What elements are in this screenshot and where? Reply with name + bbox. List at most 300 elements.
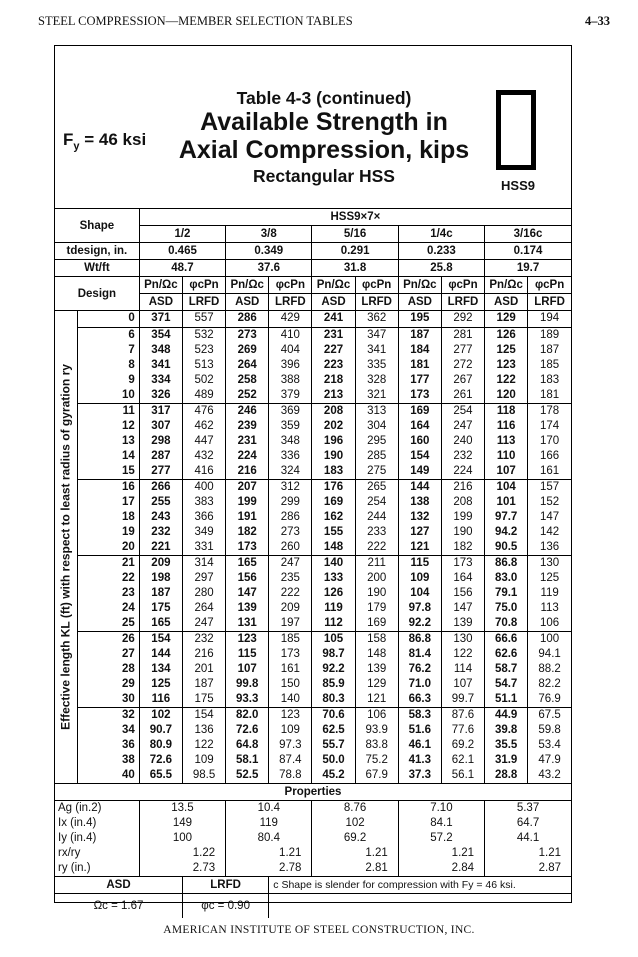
strength-value: 400	[194, 481, 214, 493]
strength-value: 122	[194, 739, 214, 751]
strength-value: 224	[237, 450, 257, 462]
strength-value: 247	[194, 617, 214, 629]
strength-value: 107	[496, 465, 516, 477]
kl-value: 16	[122, 481, 135, 493]
strength-value: 476	[194, 405, 214, 417]
strength-value: 388	[280, 374, 300, 386]
strength-value: 80.3	[322, 693, 345, 705]
kl-cell	[77, 311, 139, 328]
strength-value: 200	[367, 572, 387, 584]
strength-value: 149	[410, 465, 430, 477]
strength-value: 94.1	[538, 648, 561, 660]
data-group	[55, 480, 571, 556]
strength-value: 273	[237, 329, 257, 341]
strength-value: 99.8	[236, 678, 259, 690]
strength-value: 369	[280, 405, 300, 417]
strength-value: 199	[237, 496, 257, 508]
strength-value: 199	[453, 511, 473, 523]
strength-value: 70.6	[322, 709, 345, 721]
strength-symbol-cell: Pn/Ωc	[312, 277, 355, 294]
strength-value: 122	[496, 374, 516, 386]
tdesign-label: tdesign, in.	[55, 243, 139, 260]
strength-cell	[528, 311, 571, 328]
tdesign-cell: 0.174	[485, 243, 571, 260]
method-cell: LRFD	[182, 294, 225, 311]
strength-value: 51.6	[408, 724, 432, 736]
table-body	[55, 209, 571, 919]
property-value: 1.21	[538, 847, 561, 859]
strength-value: 154	[194, 709, 214, 721]
strength-value: 277	[151, 465, 171, 477]
kl-value: 8	[128, 359, 135, 371]
strength-value: 208	[323, 405, 344, 417]
strength-cell	[226, 311, 269, 328]
table-title: Available Strength in Axial Compression, kips	[178, 108, 470, 164]
property-value: 10.4	[257, 802, 280, 814]
strength-value: 190	[323, 450, 344, 462]
strength-cell	[269, 328, 312, 404]
strength-value: 194	[540, 312, 560, 324]
strength-value: 125	[496, 344, 516, 356]
strength-value: 116	[496, 420, 516, 432]
data-group	[55, 328, 571, 404]
strength-value: 195	[410, 312, 430, 324]
strength-value: 123	[280, 709, 300, 721]
strength-value: 107	[453, 678, 473, 690]
strength-value: 127	[410, 526, 430, 538]
strength-value: 277	[453, 344, 473, 356]
strength-value: 216	[453, 481, 473, 493]
strength-value: 92.2	[322, 663, 345, 675]
strength-cell	[398, 328, 441, 404]
weight-cell: 48.7	[139, 260, 225, 277]
strength-value: 97.8	[408, 602, 432, 614]
strength-value: 44.9	[494, 709, 518, 721]
strength-value: 110	[496, 450, 516, 462]
strength-cell	[528, 404, 571, 480]
phi-factor: φc = 0.90	[182, 894, 268, 919]
strength-value: 77.6	[451, 724, 475, 736]
strength-value: 47.9	[538, 754, 561, 766]
section-designation: HSS9×7×	[139, 209, 571, 226]
strength-cell	[139, 480, 182, 556]
property-label: Iy (in.4)	[58, 832, 97, 844]
section-row	[55, 209, 571, 226]
strength-value: 326	[151, 389, 171, 401]
strength-value: 121	[410, 541, 430, 553]
strength-value: 321	[367, 389, 387, 401]
strength-value: 175	[194, 693, 214, 705]
strength-value: 62.6	[494, 648, 518, 660]
strength-value: 41.3	[408, 754, 432, 766]
yield-stress: $F_y = 46$ ksi	[63, 130, 147, 153]
lrfd-label: LRFD	[182, 877, 268, 894]
strength-symbol-cell: φcPn	[355, 277, 398, 294]
kl-value: 25	[122, 617, 135, 629]
kl-value: 21	[122, 557, 135, 569]
strength-value: 532	[194, 329, 214, 341]
strength-value: 37.3	[408, 769, 432, 781]
strength-value: 183	[540, 374, 560, 386]
strength-value: 232	[151, 526, 171, 538]
strength-symbol-cell: Pn/Ωc	[226, 277, 269, 294]
strength-value: 196	[323, 435, 344, 447]
strength-value: 126	[496, 329, 516, 341]
data-group	[55, 404, 571, 480]
strength-value: 233	[367, 526, 387, 538]
strength-value: 304	[367, 420, 387, 432]
strength-value: 307	[151, 420, 171, 432]
strength-value: 207	[237, 481, 257, 493]
property-value: 2.73	[192, 862, 216, 874]
strength-value: 231	[323, 329, 344, 341]
property-value: 149	[172, 817, 193, 829]
strength-value: 156	[237, 572, 257, 584]
strength-value: 102	[151, 709, 171, 721]
strength-value: 76.9	[538, 693, 561, 705]
strength-value: 139	[237, 602, 257, 614]
strength-value: 56.1	[451, 769, 475, 781]
strength-cell	[485, 708, 528, 784]
strength-value: 187	[540, 344, 560, 356]
kl-value: 11	[122, 405, 135, 417]
page-number: 4–33	[585, 14, 610, 28]
strength-value: 177	[410, 374, 430, 386]
strength-cell	[139, 311, 182, 328]
factor-row	[55, 894, 571, 919]
hss-label: HSS9	[501, 178, 535, 193]
strength-cell	[182, 632, 225, 708]
strength-value: 264	[237, 359, 257, 371]
thickness-cell: 3/8	[226, 226, 312, 243]
property-values	[139, 801, 225, 877]
strength-value: 31.9	[494, 754, 518, 766]
strength-value: 83.0	[494, 572, 518, 584]
strength-table	[55, 208, 571, 918]
strength-value: 139	[453, 617, 473, 629]
strength-value: 97.7	[494, 511, 518, 523]
strength-symbol-cell: φcPn	[182, 277, 225, 294]
strength-value: 169	[367, 617, 387, 629]
strength-cell	[226, 708, 269, 784]
kl-value: 40	[122, 769, 135, 781]
property-label: Ag (in.2)	[58, 802, 102, 814]
strength-value: 54.7	[494, 678, 518, 690]
strength-value: 247	[453, 420, 473, 432]
property-value: 119	[259, 817, 278, 829]
kl-value: 17	[122, 496, 135, 508]
strength-value: 78.8	[279, 769, 302, 781]
property-value: 2.81	[365, 862, 388, 874]
strength-value: 113	[496, 435, 516, 447]
strength-value: 258	[237, 374, 257, 386]
strength-value: 197	[280, 617, 300, 629]
strength-value: 126	[323, 587, 344, 599]
method-cell: LRFD	[355, 294, 398, 311]
strength-value: 243	[151, 511, 171, 523]
strength-value: 173	[280, 648, 300, 660]
strength-cell	[398, 311, 441, 328]
strength-value: 140	[323, 557, 344, 569]
strength-value: 208	[453, 496, 473, 508]
strength-value: 557	[194, 312, 214, 324]
strength-cell	[312, 328, 355, 404]
property-value: 1.21	[279, 847, 302, 859]
strength-value: 179	[367, 602, 387, 614]
strength-cell	[398, 708, 441, 784]
strength-value: 156	[453, 587, 473, 599]
thickness-cell: 1/4c	[398, 226, 484, 243]
strength-value: 147	[453, 602, 473, 614]
strength-value: 223	[323, 359, 344, 371]
strength-value: 280	[194, 587, 214, 599]
strength-value: 383	[194, 496, 214, 508]
property-values	[398, 801, 484, 877]
strength-value: 252	[237, 389, 257, 401]
strength-value: 181	[410, 359, 430, 371]
strength-value: 86.8	[408, 633, 432, 645]
strength-value: 46.1	[408, 739, 432, 751]
strength-value: 115	[410, 557, 430, 569]
data-group	[55, 632, 571, 708]
shape-label: Shape	[55, 209, 139, 243]
strength-cell	[398, 556, 441, 632]
weight-cell: 19.7	[485, 260, 571, 277]
strength-cell	[441, 632, 484, 708]
strength-value: 45.2	[322, 769, 345, 781]
strength-value: 104	[496, 481, 516, 493]
property-label: rx/ry	[58, 847, 81, 859]
asd-label: ASD	[55, 877, 182, 894]
strength-value: 52.5	[236, 769, 259, 781]
strength-value: 185	[540, 359, 560, 371]
strength-value: 183	[323, 465, 344, 477]
strength-value: 178	[540, 405, 560, 417]
property-value: 13.5	[171, 802, 194, 814]
tdesign-cell: 0.291	[312, 243, 398, 260]
property-value: 8.76	[343, 802, 367, 814]
strength-value: 39.8	[494, 724, 518, 736]
property-value: 69.2	[343, 832, 367, 844]
strength-value: 173	[237, 541, 257, 553]
strength-value: 88.2	[538, 663, 561, 675]
property-value: 7.10	[430, 802, 453, 814]
strength-cell	[182, 404, 225, 480]
strength-value: 64.8	[236, 739, 259, 751]
strength-value: 176	[323, 481, 344, 493]
strength-value: 348	[151, 344, 171, 356]
strength-value: 160	[410, 435, 430, 447]
strength-value: 139	[367, 663, 387, 675]
strength-cell	[528, 480, 571, 556]
strength-cell	[441, 404, 484, 480]
strength-value: 222	[280, 587, 300, 599]
strength-cell	[269, 311, 312, 328]
strength-cell	[355, 328, 398, 404]
strength-value: 348	[280, 435, 300, 447]
strength-cell	[269, 556, 312, 632]
strength-value: 148	[323, 541, 344, 553]
strength-value: 298	[151, 435, 171, 447]
kl-value: 24	[122, 602, 135, 614]
data-group	[55, 311, 571, 328]
strength-value: 254	[453, 405, 473, 417]
strength-value: 317	[151, 405, 171, 417]
strength-value: 136	[540, 541, 560, 553]
strength-value: 158	[367, 633, 387, 645]
strength-value: 109	[194, 754, 214, 766]
strength-value: 35.5	[494, 739, 518, 751]
strength-value: 98.7	[322, 648, 345, 660]
kl-value: 36	[122, 739, 135, 751]
kl-cell	[77, 556, 139, 632]
strength-cell	[269, 480, 312, 556]
kl-value: 28	[122, 663, 135, 675]
property-value: 1.21	[365, 847, 388, 859]
strength-symbol-cell: φcPn	[441, 277, 484, 294]
strength-value: 101	[496, 496, 516, 508]
method-cell: ASD	[226, 294, 269, 311]
strength-value: 147	[540, 511, 560, 523]
strength-value: 170	[540, 435, 560, 447]
strength-value: 85.9	[322, 678, 345, 690]
strength-value: 404	[280, 344, 300, 356]
strength-cell	[139, 404, 182, 480]
strength-value: 93.3	[236, 693, 259, 705]
strength-value: 396	[280, 359, 300, 371]
kl-value: 27	[122, 648, 135, 660]
strength-value: 182	[453, 541, 473, 553]
property-values	[485, 801, 571, 877]
strength-value: 190	[453, 526, 473, 538]
strength-value: 119	[540, 587, 559, 599]
strength-value: 174	[540, 420, 560, 432]
strength-value: 162	[323, 511, 344, 523]
strength-value: 371	[151, 312, 171, 324]
strength-value: 523	[194, 344, 214, 356]
strength-value: 209	[151, 557, 171, 569]
strength-value: 72.6	[236, 724, 259, 736]
strength-value: 295	[367, 435, 387, 447]
strength-value: 324	[280, 465, 300, 477]
strength-value: 416	[194, 465, 214, 477]
strength-value: 169	[323, 496, 344, 508]
strength-value: 175	[151, 602, 171, 614]
strength-value: 336	[280, 450, 300, 462]
strength-value: 106	[367, 709, 387, 721]
strength-cell	[528, 632, 571, 708]
strength-cell	[528, 708, 571, 784]
strength-value: 131	[237, 617, 257, 629]
strength-value: 244	[367, 511, 387, 523]
strength-value: 202	[323, 420, 344, 432]
strength-value: 232	[194, 633, 214, 645]
strength-cell	[182, 311, 225, 328]
method-cell: LRFD	[441, 294, 484, 311]
strength-value: 161	[540, 465, 560, 477]
kl-value: 12	[122, 420, 135, 432]
strength-cell	[269, 404, 312, 480]
property-value: 1.21	[451, 847, 475, 859]
strength-value: 69.2	[451, 739, 475, 751]
strength-cell	[441, 480, 484, 556]
property-value: 5.37	[516, 802, 540, 814]
strength-value: 82.2	[538, 678, 561, 690]
strength-value: 99.7	[451, 693, 475, 705]
strength-value: 513	[194, 359, 214, 371]
strength-symbol-cell: Pn/Ωc	[398, 277, 441, 294]
property-value: 2.84	[451, 862, 475, 874]
strength-cell	[226, 404, 269, 480]
properties-block	[55, 801, 571, 877]
property-value: 2.78	[279, 862, 302, 874]
strength-value: 272	[453, 359, 473, 371]
strength-value: 150	[280, 678, 300, 690]
strength-value: 432	[194, 450, 214, 462]
strength-value: 198	[151, 572, 171, 584]
strength-value: 62.5	[322, 724, 345, 736]
strength-value: 269	[237, 344, 257, 356]
strength-value: 28.8	[494, 769, 518, 781]
blank-cell	[269, 894, 571, 919]
strength-value: 181	[540, 389, 560, 401]
strength-value: 144	[151, 648, 171, 660]
strength-cell	[398, 632, 441, 708]
strength-symbol-cell: Pn/Ωc	[139, 277, 182, 294]
strength-cell	[312, 708, 355, 784]
strength-value: 173	[410, 389, 430, 401]
strength-value: 313	[367, 405, 387, 417]
strength-value: 221	[151, 541, 171, 553]
strength-value: 133	[323, 572, 344, 584]
strength-value: 169	[410, 405, 430, 417]
strength-value: 447	[194, 435, 214, 447]
strength-cell	[485, 556, 528, 632]
strength-value: 267	[453, 374, 473, 386]
strength-value: 155	[323, 526, 344, 538]
strength-value: 119	[324, 602, 343, 614]
strength-value: 86.8	[494, 557, 518, 569]
tdesign-cell: 0.349	[226, 243, 312, 260]
strength-value: 82.0	[236, 709, 259, 721]
strength-value: 209	[280, 602, 300, 614]
strength-value: 138	[410, 496, 430, 508]
strength-value: 275	[367, 465, 387, 477]
strength-value: 112	[324, 617, 343, 629]
method-cell: ASD	[139, 294, 182, 311]
strength-value: 312	[280, 481, 300, 493]
kl-cell	[77, 480, 139, 556]
strength-value: 129	[367, 678, 387, 690]
data-group	[55, 708, 571, 784]
property-values	[312, 801, 398, 877]
kl-value: 6	[128, 329, 135, 341]
strength-cell	[398, 404, 441, 480]
strength-value: 187	[194, 678, 214, 690]
strength-value: 189	[540, 329, 560, 341]
kl-value: 10	[122, 389, 135, 401]
kl-value: 34	[122, 724, 135, 736]
strength-value: 120	[496, 389, 516, 401]
strength-symbol-cell: φcPn	[269, 277, 312, 294]
strength-cell	[182, 708, 225, 784]
strength-value: 98.5	[192, 769, 216, 781]
strength-value: 335	[367, 359, 387, 371]
strength-symbol-row	[55, 277, 571, 294]
strength-symbol-cell: φcPn	[528, 277, 571, 294]
strength-value: 132	[410, 511, 430, 523]
strength-value: 104	[410, 587, 430, 599]
